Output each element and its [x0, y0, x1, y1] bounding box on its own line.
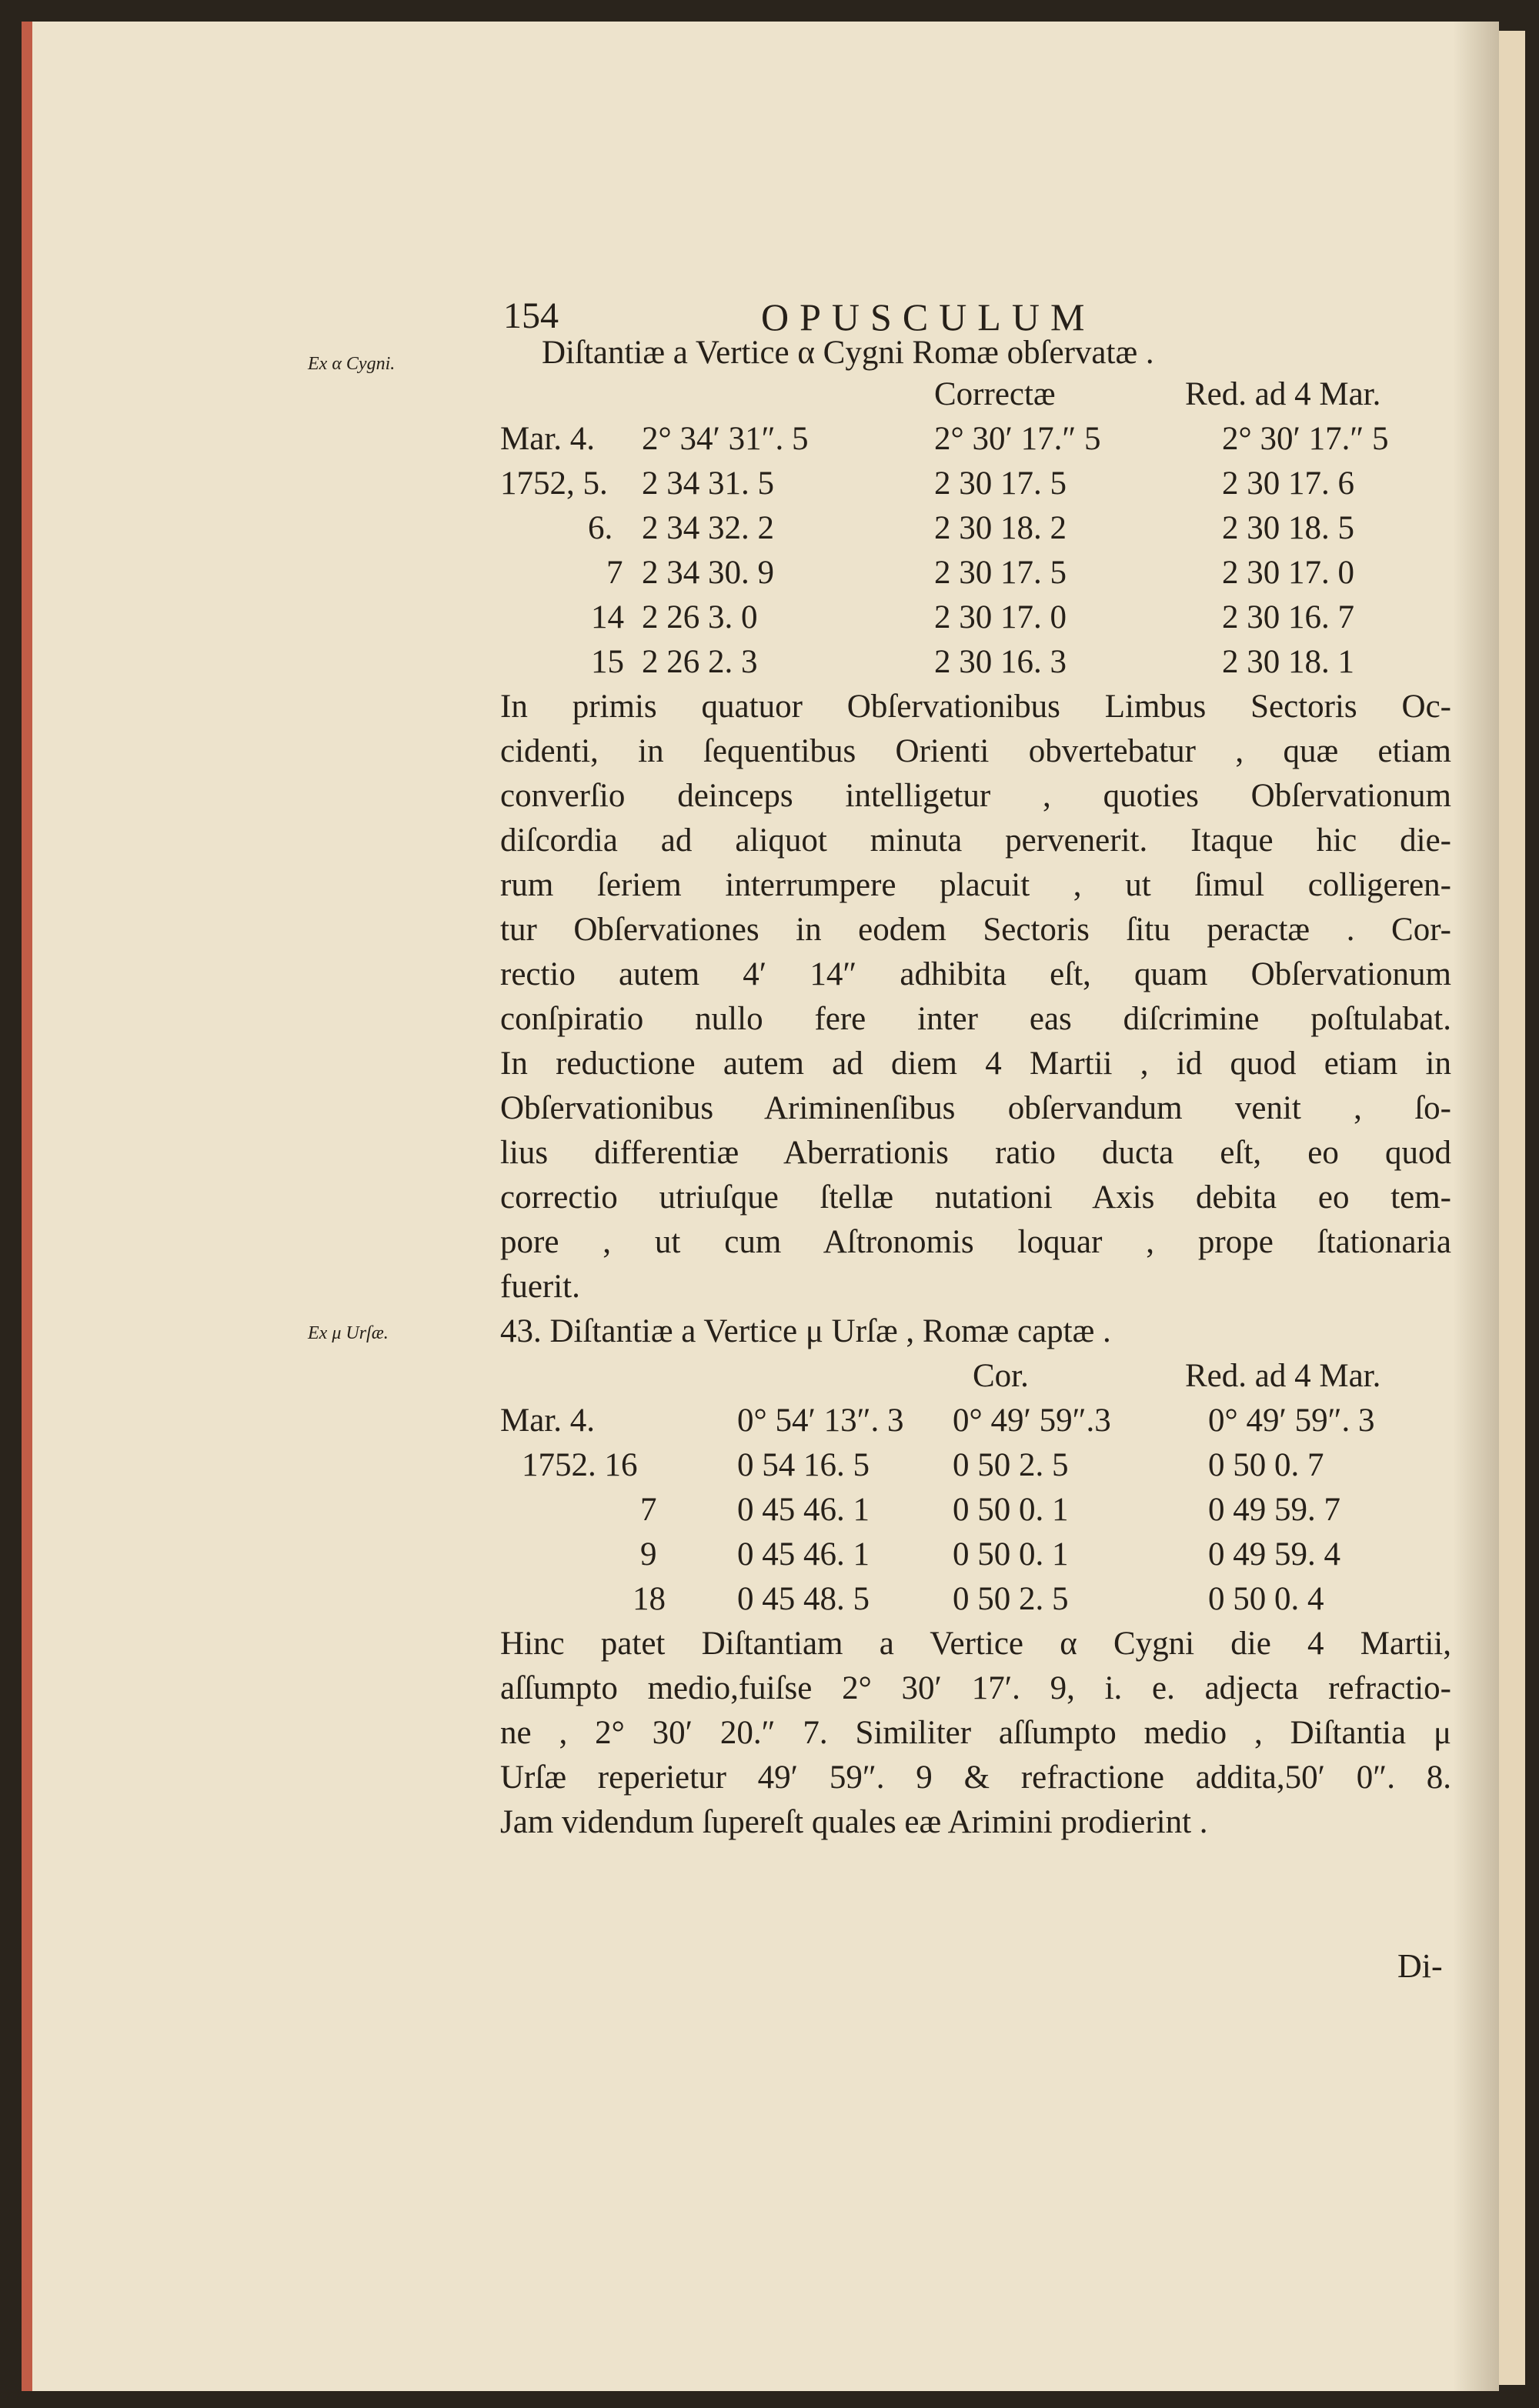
table1-date: 1752, 5.	[500, 465, 608, 502]
table2-date: 9	[640, 1536, 657, 1573]
table1-observed: 2 26 2. 3	[642, 644, 758, 680]
para1-line: lius differentiæ Aberrationis ratio ducta eſt, eo quod	[500, 1135, 1451, 1171]
para1-line: Obſervationibus Ariminenſibus obſervandum venit , ſo-	[500, 1090, 1451, 1126]
para1-line: converſio deinceps intelligetur , quoties Obſervationum	[500, 778, 1451, 814]
para2-line: Urſæ reperietur 49′ 59″. 9 & refractione addita,50′ 0″. 8.	[500, 1759, 1451, 1796]
table1-reduced: 2 30 18. 5	[1222, 510, 1354, 546]
para1-line: tur Obſervationes in eodem Sectoris ſitu peractæ . Cor-	[500, 912, 1451, 948]
table1-reduced: 2 30 18. 1	[1222, 644, 1354, 680]
table1-corrected: 2 30 17. 0	[934, 599, 1067, 635]
table1-observed: 2 34 32. 2	[642, 510, 774, 546]
para2-line: aſſumpto medio,fuiſse 2° 30′ 17′. 9, i. e. adjecta refractio-	[500, 1670, 1451, 1706]
table1-reduced: 2 30 16. 7	[1222, 599, 1354, 635]
table2-observed: 0 45 46. 1	[737, 1536, 870, 1573]
table1-observed: 2 26 3. 0	[642, 599, 758, 635]
table1-date: 15	[591, 644, 624, 680]
table1-date: 6.	[588, 510, 613, 546]
table2-corrected: 0° 49′ 59″.3	[953, 1402, 1111, 1439]
table2-corrected: 0 50 2. 5	[953, 1581, 1069, 1617]
table2-date: 18	[633, 1581, 666, 1617]
para1-line: pore , ut cum Aſtronomis loquar , prope ſtationaria	[500, 1224, 1451, 1260]
table2-corrected: 0 50 0. 1	[953, 1492, 1069, 1528]
table1-observed: 2 34 30. 9	[642, 555, 774, 591]
para1-line: correctio utriuſque ſtellæ nutationi Axis debita eo tem-	[500, 1179, 1451, 1216]
table2-col-corrected: Cor.	[973, 1358, 1029, 1394]
table1-observed: 2° 34′ 31″. 5	[642, 421, 809, 457]
table1-corrected: 2 30 16. 3	[934, 644, 1067, 680]
table1-col-reduced: Red. ad 4 Mar.	[1185, 376, 1381, 412]
table2-observed: 0 45 48. 5	[737, 1581, 870, 1617]
table2-observed: 0° 54′ 13″. 3	[737, 1402, 904, 1439]
para1-line: In reductione autem ad diem 4 Martii , id quod etiam in	[500, 1046, 1451, 1082]
table2-heading: 43. Diſtantiæ a Vertice μ Urſæ , Romæ captæ .	[500, 1313, 1111, 1349]
table2-reduced: 0° 49′ 59″. 3	[1208, 1402, 1375, 1439]
para1-line: conſpiratio nullo fere inter eas diſcrimine poſtulabat.	[500, 1001, 1451, 1037]
table2-observed: 0 45 46. 1	[737, 1492, 870, 1528]
table1-date: 7	[606, 555, 623, 591]
para1-line: cidenti, in ſequentibus Orienti obvertebatur , quæ etiam	[500, 733, 1451, 769]
table1-observed: 2 34 31. 5	[642, 465, 774, 502]
table1-reduced: 2 30 17. 0	[1222, 555, 1354, 591]
table1-reduced: 2 30 17. 6	[1222, 465, 1354, 502]
para1-line: rum ſeriem interrumpere placuit , ut ſimul colligeren-	[500, 867, 1451, 903]
para2-line: Jam videndum ſupereſt quales eæ Arimini prodierint .	[500, 1804, 1208, 1840]
table2-col-reduced: Red. ad 4 Mar.	[1185, 1358, 1381, 1394]
para1-line: rectio autem 4′ 14″ adhibita eſt, quam Obſervationum	[500, 956, 1451, 992]
para1-line: diſcordia ad aliquot minuta pervenerit. Itaque hic die-	[500, 822, 1451, 859]
table2-reduced: 0 50 0. 4	[1208, 1581, 1324, 1617]
book-page	[22, 22, 1499, 2391]
table2-date: 1752. 16	[522, 1447, 638, 1483]
table1-reduced: 2° 30′ 17.″ 5	[1222, 421, 1389, 457]
table2-corrected: 0 50 2. 5	[953, 1447, 1069, 1483]
folio: 154	[503, 295, 559, 336]
margin-note-cygni: Ex α Cygni.	[308, 354, 396, 374]
catchword: Di-	[1397, 1947, 1443, 1985]
table1-corrected: 2 30 17. 5	[934, 555, 1067, 591]
table2-reduced: 0 49 59. 7	[1208, 1492, 1340, 1528]
para1-line: In primis quatuor Obſervationibus Limbus Sectoris Oc-	[500, 689, 1451, 725]
table1-date: Mar. 4.	[500, 421, 596, 457]
para2-line: ne , 2° 30′ 20.″ 7. Similiter aſſumpto medio , Diſtantia μ	[500, 1715, 1451, 1751]
table1-corrected: 2° 30′ 17.″ 5	[934, 421, 1101, 457]
table2-date: Mar. 4.	[500, 1402, 596, 1439]
margin-note-ursae: Ex μ Urſæ.	[308, 1323, 389, 1343]
table2-reduced: 0 49 59. 4	[1208, 1536, 1340, 1573]
running-title: OPUSCULUM	[761, 295, 1096, 339]
table2-corrected: 0 50 0. 1	[953, 1536, 1069, 1573]
table2-observed: 0 54 16. 5	[737, 1447, 870, 1483]
table2-date: 7	[640, 1492, 657, 1528]
table1-col-corrected: Correctæ	[934, 376, 1056, 412]
table1-date: 14	[591, 599, 624, 635]
table1-corrected: 2 30 17. 5	[934, 465, 1067, 502]
para2-line: Hinc patet Diſtantiam a Vertice α Cygni die 4 Martii,	[500, 1626, 1451, 1662]
table2-reduced: 0 50 0. 7	[1208, 1447, 1324, 1483]
para1-line: fuerit.	[500, 1269, 580, 1305]
table1-heading: Diſtantiæ a Vertice α Cygni Romæ obſervatæ .	[542, 335, 1154, 371]
table1-corrected: 2 30 18. 2	[934, 510, 1067, 546]
